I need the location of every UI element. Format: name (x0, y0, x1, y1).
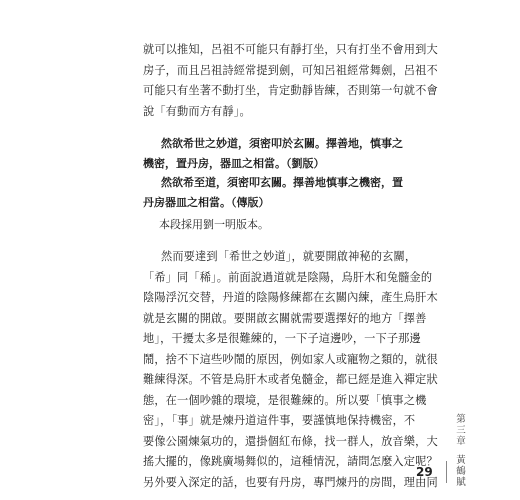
quote-line: 然欲希至道，須密叩玄關。擇善地慎事之機密，置 (161, 176, 403, 189)
version-note: 本段採用劉一明版本。 (159, 218, 269, 231)
text-line: 密」，「事」就是煉丹道這件事，要謹慎地保持機密，不 (143, 414, 416, 427)
text-line: 鬧，捨不下這些吵鬧的原因，例如家人或寵物之類的，就很 (143, 352, 438, 366)
text-line: 就是玄關的開啟。要開啟玄關就需要選擇好的地方「擇善 (143, 311, 427, 325)
text-line: 要像公園煉氣功的，還掛個紅布條，找一群人，放音樂，大 (143, 434, 438, 448)
chapter-name: 黃鶴賦 (456, 455, 466, 488)
text-line: 搖大擺的，像跳廣場舞似的，這種情況，請問怎麼入定呢？ (143, 455, 438, 468)
text-line: 地」，干擾太多是很難練的，一下子這邊吵，一下子那邊 (143, 332, 421, 345)
page-number-divider (446, 461, 447, 483)
text-line: 房子，而且呂祖詩經常提到劍，可知呂祖經常舞劍，呂祖不 (143, 63, 438, 77)
text-line: 可能只有坐著不動打坐，肯定動靜皆練，否則第一句就不會 (143, 84, 438, 97)
quote-line: 然欲希世之妙道，須密叩於玄關。擇善地，慎事之 (161, 137, 403, 150)
paragraph-continuation (143, 40, 438, 122)
running-chapter-title (454, 414, 468, 488)
text-line: 「希」同「稀」。前面說過道就是陰陽，烏肝木和兔髓金的 (143, 270, 433, 284)
text-line: 難練得深。不管是烏肝木或者兔髓金，都已經是進入禪定狀 (143, 373, 438, 386)
chapter-label: 第三章 (456, 414, 466, 447)
quote-line: 丹房器皿之相當。（傳版） (143, 195, 270, 209)
quote-line: 機密，置丹房，器皿之相當。（劉版） (143, 156, 325, 170)
text-line: 態，在一個吵雜的環境，是很難練的。所以要「慎事之機 (143, 393, 427, 407)
text-line: 就可以推知，呂祖不可能只有靜打坐，只有打坐不會用到大 (143, 43, 438, 56)
text-line: 然而要達到「希世之妙道」，就要開啟神秘的玄關， (161, 250, 417, 263)
quoted-source-text (143, 134, 408, 212)
text-line: 另外要入深定的話，也要有丹房，專門煉丹的房間，理由同 (143, 475, 438, 489)
text-line: 陰陽浮沉交替，丹道的陰陽修練都在玄關內練，產生烏肝木 (143, 291, 438, 304)
page-number: 29 (416, 465, 433, 479)
text-line: 說「有動而方有靜」。 (143, 104, 251, 118)
